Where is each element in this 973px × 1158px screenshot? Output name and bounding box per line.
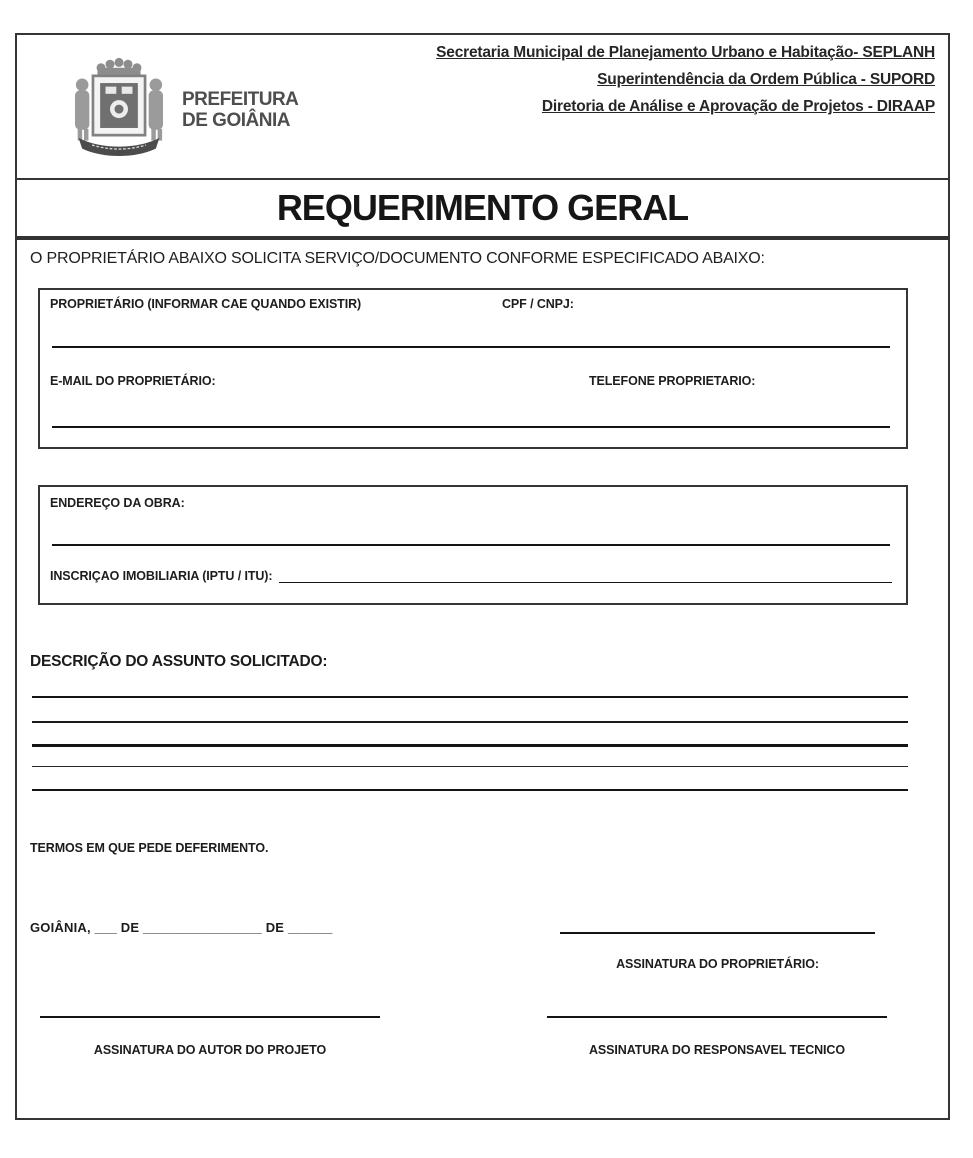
logo-wordmark-line1: PREFEITURA bbox=[182, 89, 299, 110]
property-registration-label: INSCRIÇAO IMOBILIARIA (IPTU / ITU): bbox=[50, 569, 273, 583]
org-line-superintendencia: Superintendência da Ordem Pública - SUPORD bbox=[597, 71, 935, 88]
logo-wordmark bbox=[182, 89, 298, 131]
cpf-cnpj-label: CPF / CNPJ: bbox=[502, 297, 574, 311]
work-address-box bbox=[38, 485, 908, 605]
technical-responsible-signature-line bbox=[547, 1016, 887, 1018]
logo-wordmark-line2: DE GOIÂNIA bbox=[182, 110, 290, 131]
intro-text: O PROPRIETÁRIO ABAIXO SOLICITA SERVIÇO/DOCUMENTO CONFORME ESPECIFICADO ABAIXO: bbox=[30, 250, 765, 267]
owner-signature-line bbox=[560, 932, 875, 934]
owner-signature-label: ASSINATURA DO PROPRIETÁRIO: bbox=[616, 957, 819, 971]
description-fill-line bbox=[32, 789, 908, 791]
form-header bbox=[17, 35, 948, 180]
technical-responsible-signature-label: ASSINATURA DO RESPONSAVEL TECNICO bbox=[589, 1043, 845, 1057]
project-author-signature-line bbox=[40, 1016, 380, 1018]
form-title-bar bbox=[17, 180, 948, 240]
city-date-line: GOIÂNIA, ___ DE ________________ DE ______ bbox=[30, 920, 333, 935]
requerimento-form bbox=[15, 33, 950, 1120]
owner-fill-line bbox=[52, 346, 890, 348]
description-fill-line bbox=[32, 696, 908, 698]
description-fill-line bbox=[32, 721, 908, 723]
terms-text: TERMOS EM QUE PEDE DEFERIMENTO. bbox=[30, 841, 269, 855]
goiania-coat-of-arms-icon bbox=[65, 57, 173, 163]
owner-contact-fill-line bbox=[52, 426, 890, 428]
description-fill-line bbox=[32, 744, 908, 747]
prefeitura-logo bbox=[65, 57, 298, 163]
owner-info-box bbox=[38, 288, 908, 449]
property-registration-row bbox=[50, 567, 892, 583]
work-address-fill-line bbox=[52, 544, 890, 546]
owner-phone-label: TELEFONE PROPRIETARIO: bbox=[589, 374, 756, 388]
description-fill-line bbox=[32, 766, 908, 767]
org-line-secretaria: Secretaria Municipal de Planejamento Urbano e Habitação- SEPLANH bbox=[436, 44, 935, 61]
page-title: REQUERIMENTO GERAL bbox=[276, 187, 689, 228]
description-label: DESCRIÇÃO DO ASSUNTO SOLICITADO: bbox=[30, 653, 328, 670]
owner-email-label: E-MAIL DO PROPRIETÁRIO: bbox=[50, 374, 216, 388]
owner-label: PROPRIETÁRIO (INFORMAR CAE QUANDO EXISTIR) bbox=[50, 297, 362, 311]
work-address-label: ENDEREÇO DA OBRA: bbox=[50, 496, 185, 510]
org-hierarchy bbox=[436, 43, 935, 124]
project-author-signature-label: ASSINATURA DO AUTOR DO PROJETO bbox=[93, 1043, 327, 1057]
property-registration-fill-line bbox=[279, 567, 892, 583]
org-line-diretoria: Diretoria de Análise e Aprovação de Projetos - DIRAAP bbox=[541, 98, 935, 115]
